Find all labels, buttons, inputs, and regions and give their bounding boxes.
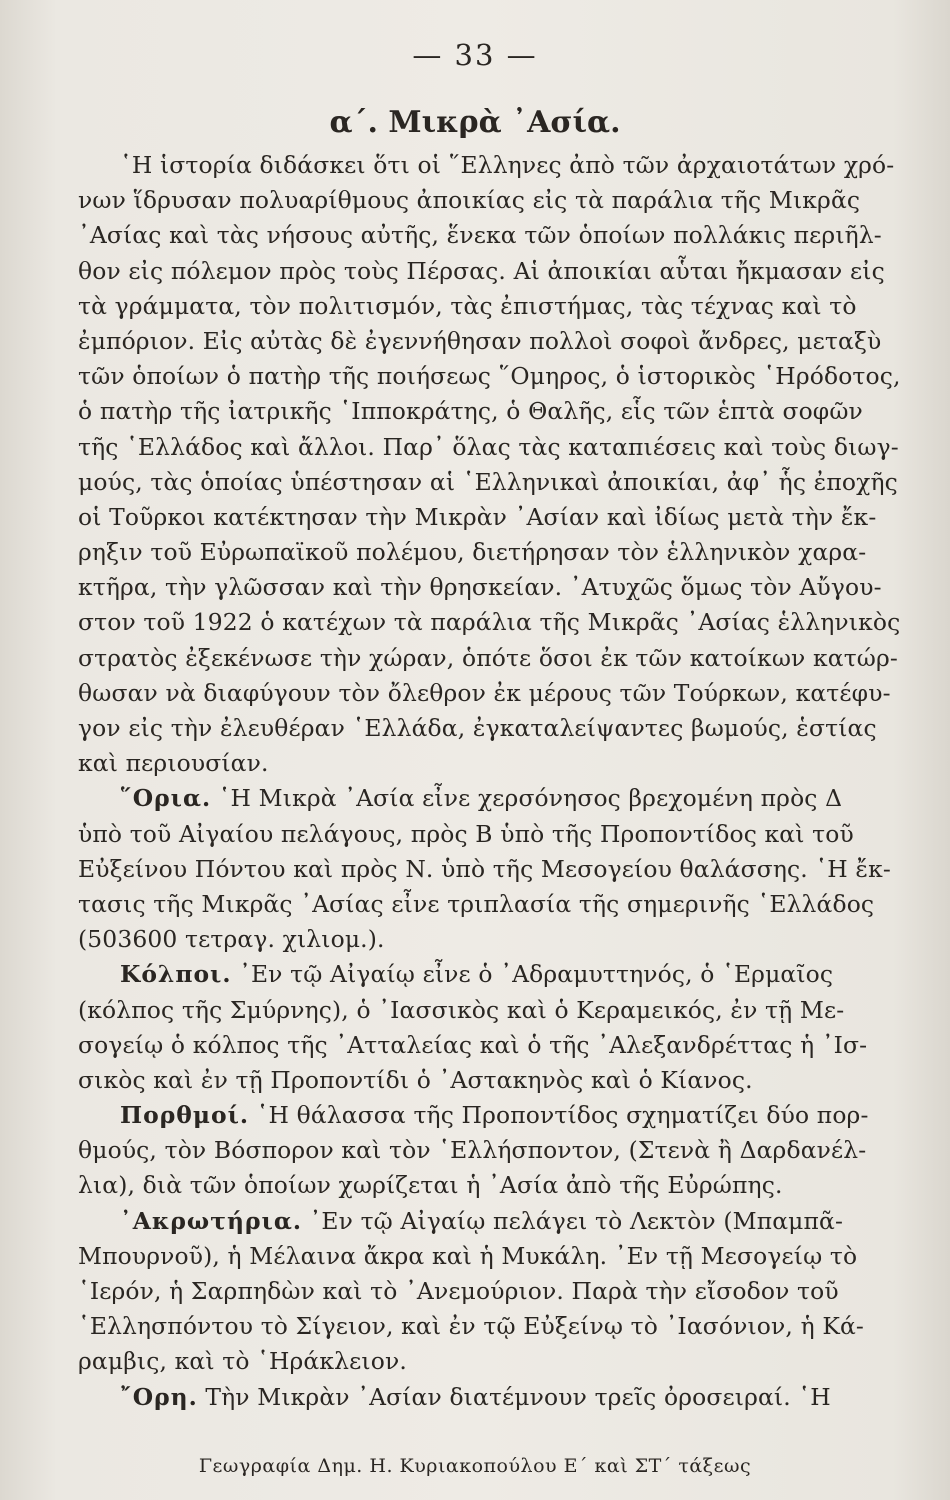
text-line: ραμβις, καὶ τὸ ῾Ηράκλειον.: [78, 1347, 407, 1376]
text-line: νων ἵδρυσαν πολυαρίθμους ἀποικίας εἰς τὰ παράλια τῆς Μικρᾶς: [78, 186, 861, 215]
text-fragment: ῾Η Μικρὰ ᾽Ασία εἶνε χερσόνησος βρεχομένη πρὸς Δ: [211, 784, 843, 813]
text-line: λια), διὰ τῶν ὁποίων χωρίζεται ἡ ᾽Ασία ἀπὸ τῆς Εὐρώπης.: [78, 1171, 783, 1200]
text-line: κτῆρα, τὴν γλῶσσαν καὶ τὴν θρησκείαν. ᾽Ατυχῶς ὅμως τὸν Αὔγου-: [78, 573, 882, 602]
paragraph-porthmoi-first-line: [78, 1098, 884, 1133]
text-line: γον εἰς τὴν ἐλευθέραν ῾Ελλάδα, ἐγκαταλείψαντες βωμούς, ἑστίας: [78, 714, 877, 742]
text-line: μούς, τὰς ὁποίας ὑπέστησαν αἱ ῾Ελληνικαὶ ἀποικίαι, ἀφ᾽ ἧς ἐποχῆς: [78, 467, 898, 496]
footer-signature: Γεωγραφία Δημ. Η. Κυριακοπούλου Ε΄ καὶ ΣΤ΄ τάξεως: [198, 1455, 752, 1477]
term-kolpoi: Κόλποι.: [120, 960, 232, 989]
text-line: θωσαν νὰ διαφύγουν τὸν ὄλεθρον ἐκ μέρους τῶν Τούρκων, κατέφυ-: [78, 678, 891, 707]
text-line: οἱ Τοῦρκοι κατέκτησαν τὴν Μικρὰν ᾽Ασίαν καὶ ἰδίως μετὰ τὴν ἔκ-: [78, 502, 877, 531]
text-fragment: ῾Η θάλασσα τῆς Προποντίδος σχηματίζει δύο πορ-: [249, 1101, 869, 1130]
text-line: ῾Ιερόν, ἡ Σαρπηδὼν καὶ τὸ ᾽Ανεμούριον. Παρὰ τὴν εἴσοδον τοῦ: [78, 1277, 839, 1305]
text-line: στον τοῦ 1922 ὁ κατέχων τὰ παράλια τῆς Μικρᾶς ᾽Ασίας ἑλληνικὸς: [78, 608, 901, 637]
term-ori: ῞Ορια.: [120, 784, 212, 813]
text-line: Μπουρνοῦ), ἡ Μέλαινα ἄκρα καὶ ἡ Μυκάλη. ᾽Εν τῇ Μεσογείῳ τὸ: [78, 1241, 858, 1270]
page-number: — 33 —: [412, 38, 538, 72]
paragraph-ori-mountains-first-line: [78, 1380, 884, 1415]
text-line: σικὸς καὶ ἐν τῇ Προποντίδι ὁ ᾽Αστακηνὸς καὶ ὁ Κίανος.: [78, 1065, 753, 1094]
paragraph-akrotiria-first-line: [78, 1204, 884, 1239]
paragraph-kolpoi-first-line: [78, 957, 884, 992]
text-fragment: ᾽Εν τῷ Αἰγαίῳ πελάγει τὸ Λεκτὸν (Μπαμπᾶ-: [301, 1206, 844, 1235]
body-text: [78, 148, 901, 1415]
text-line: ἐμπόριον. Εἰς αὐτὰς δὲ ἐγεννήθησαν πολλοὶ σοφοὶ ἄνδρες, μεταξὺ: [78, 326, 882, 355]
term-porthmoi: Πορθμοί.: [120, 1101, 250, 1130]
text-line: τῶν ὁποίων ὁ πατὴρ τῆς ποιήσεως ῞Ομηρος, ὁ ἱστορικὸς ῾Ηρόδοτος,: [78, 362, 901, 391]
text-line: ᾽Ασίας καὶ τὰς νήσους αὐτῆς, ἕνεκα τῶν ὁποίων πολλάκις περιῆλ-: [78, 221, 882, 250]
text-fragment: Τὴν Μικρὰν ᾽Ασίαν διατέμνουν τρεῖς ὀροσειραί. ῾Η: [197, 1382, 831, 1411]
text-line: τῆς ῾Ελλάδος καὶ ἄλλοι. Παρ᾽ ὅλας τὰς καταπιέσεις καὶ τοὺς διωγ-: [78, 432, 899, 461]
text-line: Εὐξείνου Πόντου καὶ πρὸς Ν. ὑπὸ τῆς Μεσογείου θαλάσσης. ῾Η ἔκ-: [78, 854, 891, 883]
text-line: στρατὸς ἐξεκένωσε τὴν χώραν, ὁπότε ὅσοι ἐκ τῶν κατοίκων κατώρ-: [78, 643, 898, 672]
text-line: ῾Ελλησπόντου τὸ Σίγειον, καὶ ἐν τῷ Εὐξείνῳ τὸ ᾽Ιασόνιον, ἡ Κά-: [78, 1312, 864, 1341]
text-line: ὁ πατὴρ τῆς ἰατρικῆς ῾Ιπποκράτης, ὁ Θαλῆς, εἷς τῶν ἑπτὰ σοφῶν: [78, 397, 863, 426]
text-line: θον εἰς πόλεμον πρὸς τοὺς Πέρσας. Αἱ ἀποικίαι αὗται ἤκμασαν εἰς: [78, 256, 885, 285]
text-line: θμούς, τὸν Βόσπορον καὶ τὸν ῾Ελλήσποντον, (Στενὰ ἢ Δαρδανέλ-: [78, 1136, 867, 1165]
text-line: σογείῳ ὁ κόλπος τῆς ᾽Ατταλείας καὶ ὁ τῆς ᾽Αλεξανδρέττας ἡ ᾽Ισ-: [78, 1030, 868, 1059]
text-line: (κόλπος τῆς Σμύρνης), ὁ ᾽Ιασσικὸς καὶ ὁ Κεραμεικός, ἐν τῇ Με-: [78, 995, 845, 1024]
text-line: τὰ γράμματα, τὸν πολιτισμόν, τὰς ἐπιστήμας, τὰς τέχνας καὶ τὸ: [78, 291, 857, 320]
text-line: τασις τῆς Μικρᾶς ᾽Ασίας εἶνε τριπλασία τῆς σημερινῆς ῾Ελλάδος: [78, 889, 875, 918]
term-ori-mountains: ῎Ορη.: [120, 1382, 198, 1411]
section-heading: α΄. Μικρὰ ᾽Ασία.: [329, 105, 621, 140]
text-line: ρηξιν τοῦ Εὐρωπαϊκοῦ πολέμου, διετήρησαν τὸν ἑλληνικὸν χαρα-: [78, 538, 867, 567]
text-line: καὶ περιουσίαν.: [78, 749, 269, 778]
text-line: (503600 τετραγ. χιλιομ.).: [78, 925, 385, 954]
text-line: ὑπὸ τοῦ Αἰγαίου πελάγους, πρὸς Β ὑπὸ τῆς Προποντίδος καὶ τοῦ: [78, 819, 854, 848]
text-line: ῾Η ἱστορία διδάσκει ὅτι οἱ ῞Ελληνες ἀπὸ τῶν ἀρχαιοτάτων χρό-: [120, 151, 895, 179]
term-akrotiria: ᾽Ακρωτήρια.: [120, 1206, 302, 1235]
paragraph-ori-first-line: [78, 781, 884, 816]
text-fragment: ᾽Εν τῷ Αἰγαίῳ εἶνε ὁ ᾽Αδραμυττηνός, ὁ ῾Ερμαῖος: [231, 960, 834, 989]
